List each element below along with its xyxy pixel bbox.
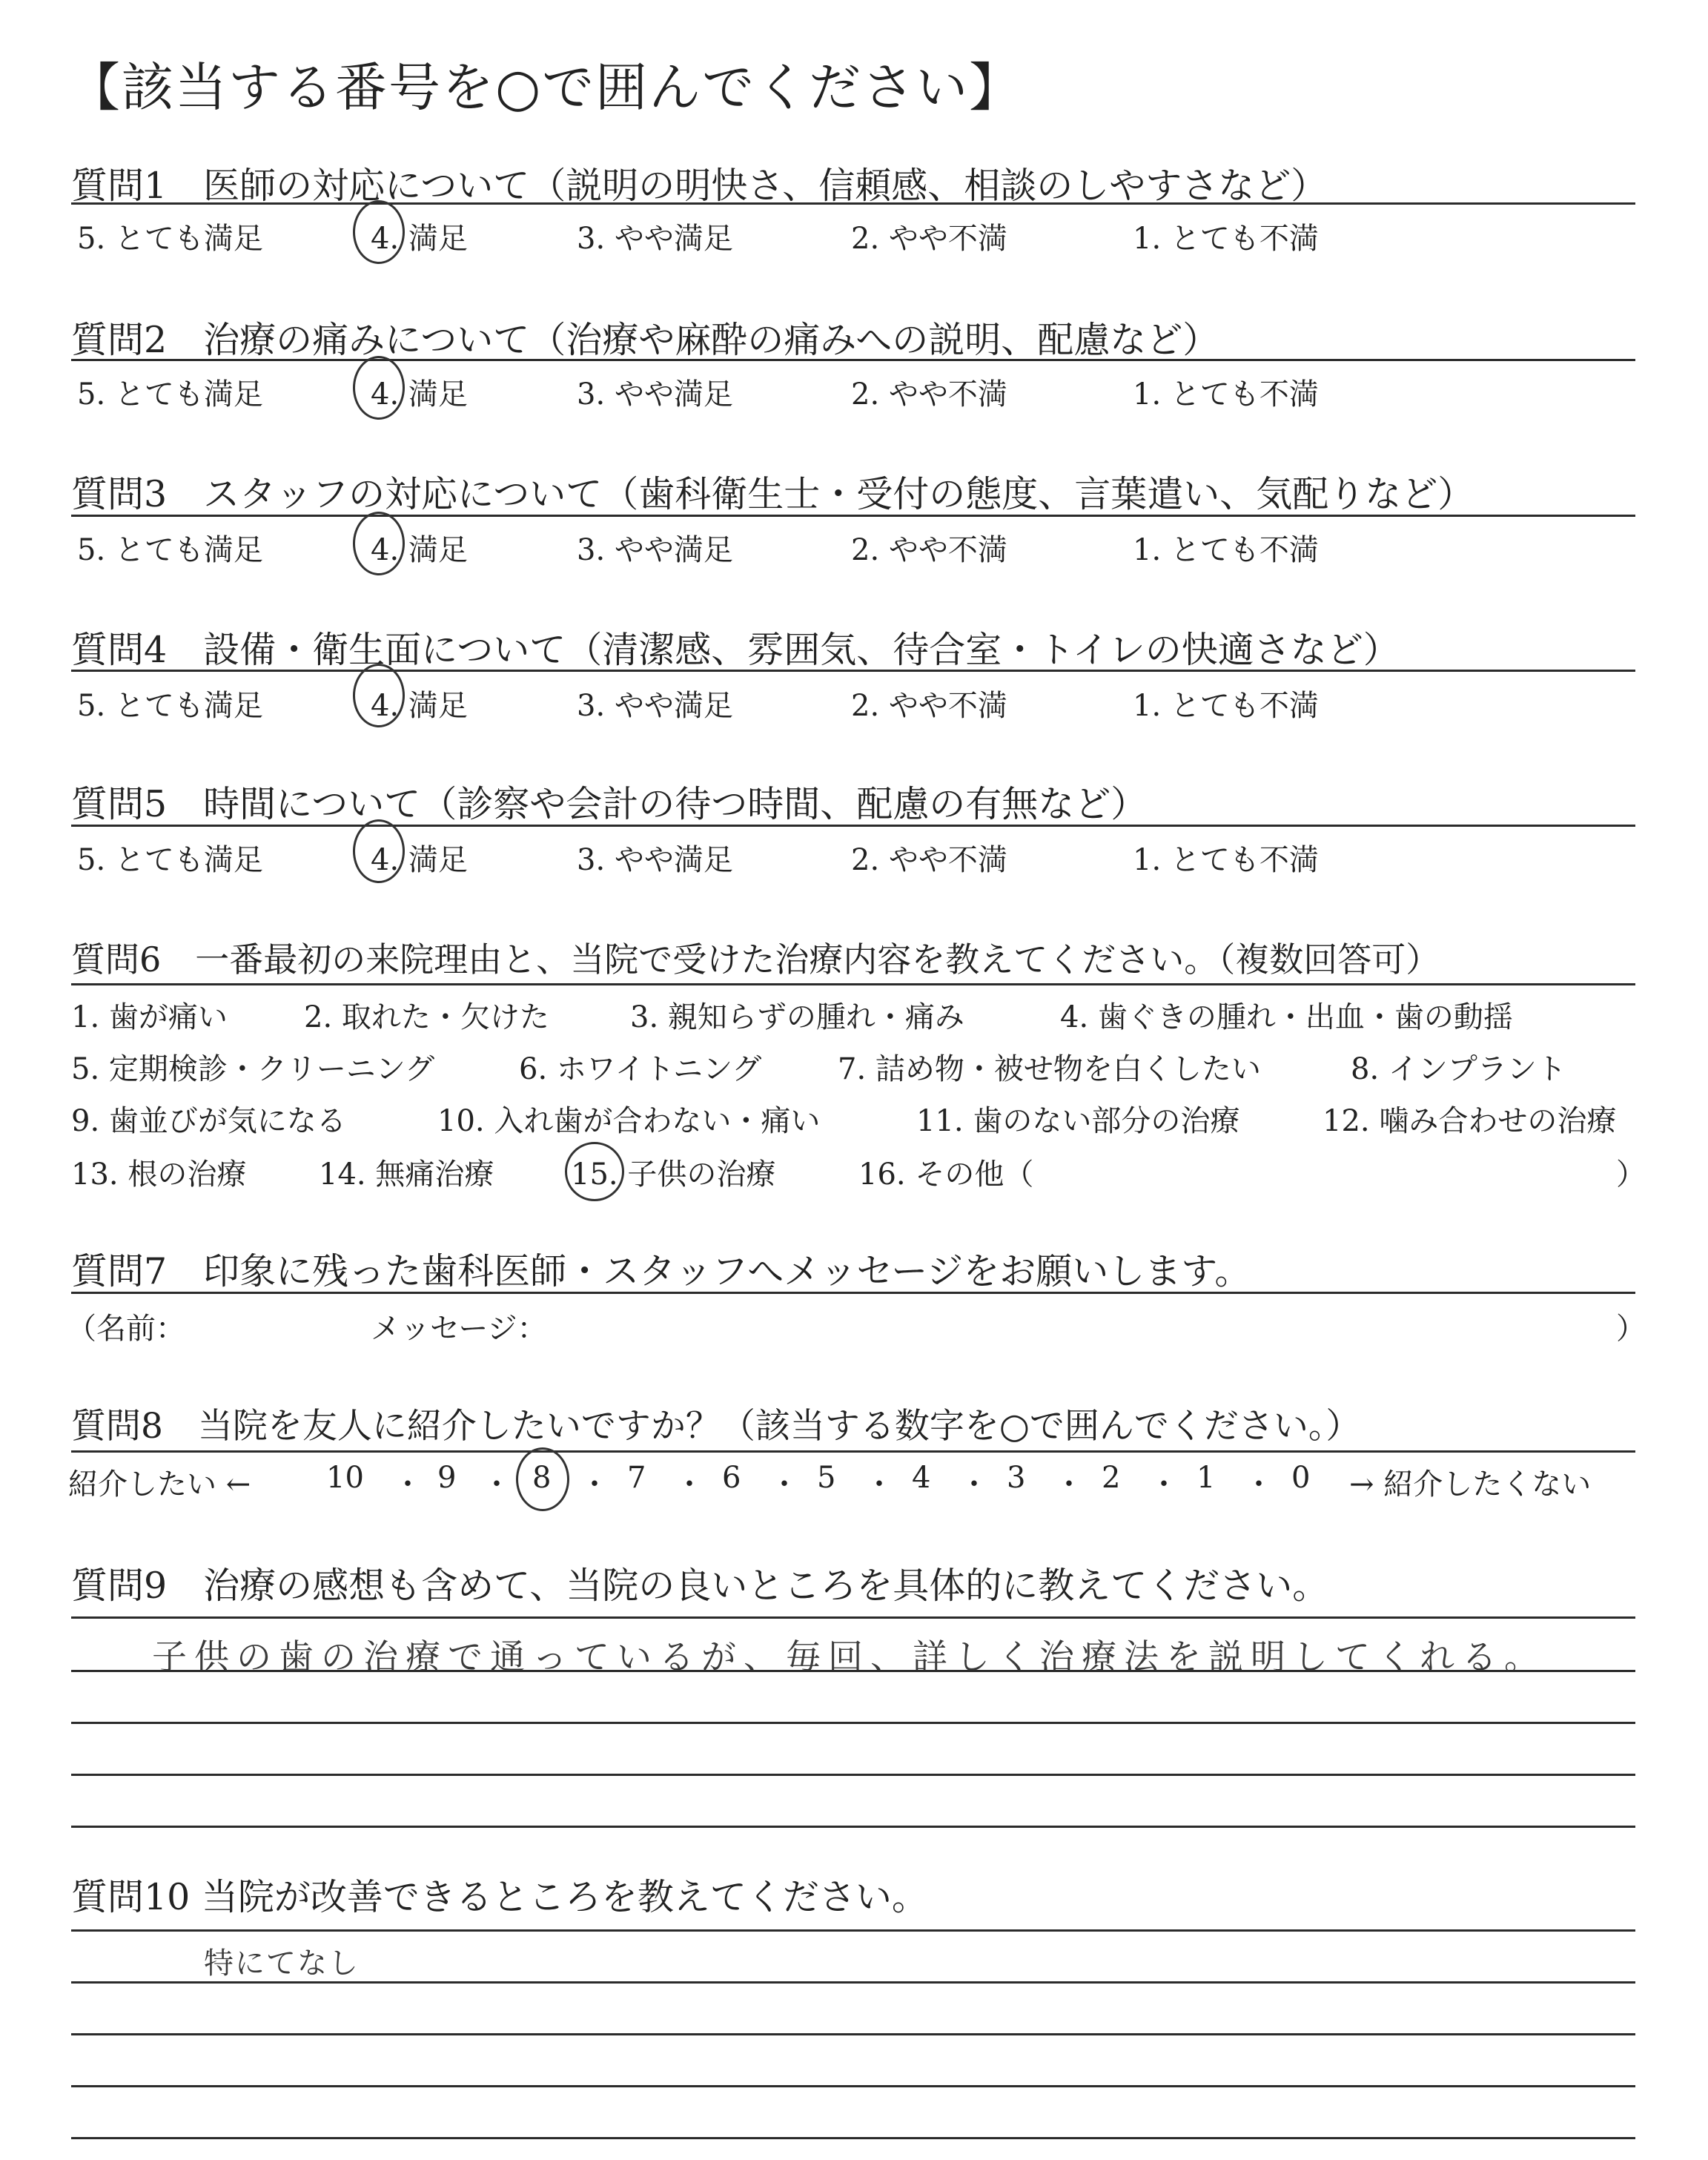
q6-option-5[interactable]: 5. 定期検診・クリーニング [71,1052,435,1086]
q4-option-1[interactable]: 1. とても不満 [1133,689,1319,723]
q6-option-14[interactable]: 14. 無痛治療 [319,1157,494,1192]
question-5-title: 質問5 時間について（診察や会計の待つ時間、配慮の有無など） [71,783,1148,825]
q6-option-4[interactable]: 4. 歯ぐきの腫れ・出血・歯の動揺 [1060,1000,1513,1034]
q9-rule-3 [71,1722,1635,1724]
q5-option-1[interactable]: 1. とても不満 [1133,843,1319,877]
question-8-rule [71,1450,1635,1453]
q8-separator: ・ [769,1467,799,1502]
q8-separator: ・ [482,1467,512,1502]
q4-option-2[interactable]: 2. やや不満 [851,689,1007,723]
q8-separator: ・ [393,1467,423,1502]
q8-separator: ・ [1149,1467,1179,1502]
q2-option-3[interactable]: 3. やや満足 [577,377,733,412]
q6-option-15[interactable]: 15. 子供の治療 [571,1157,776,1192]
q1-option-2[interactable]: 2. やや不満 [851,222,1007,256]
q2-circle-mark [353,356,405,420]
q6-option-9[interactable]: 9. 歯並びが気になる [71,1104,346,1138]
q9-rule-1 [71,1616,1635,1619]
question-2-title: 質問2 治療の痛みについて（治療や麻酔の痛みへの説明、配慮など） [71,319,1219,361]
q7-name-label: （名前： [67,1312,185,1346]
q8-score-1[interactable]: 1 [1196,1461,1216,1495]
q2-option-1[interactable]: 1. とても不満 [1133,377,1319,412]
question-1-title: 質問1 医師の対応について（説明の明快さ、信頼感、相談のしやすさなど） [71,165,1328,207]
q4-option-3[interactable]: 3. やや満足 [577,689,733,723]
q6-option-6[interactable]: 6. ホワイトニング [519,1052,762,1086]
q3-option-1[interactable]: 1. とても不満 [1133,533,1319,567]
q6-option-13[interactable]: 13. 根の治療 [71,1157,247,1192]
q3-option-3[interactable]: 3. やや満足 [577,533,733,567]
question-8-title: 質問8 当院を友人に紹介したいですか？（該当する数字を○で囲んでください。） [71,1406,1361,1447]
q4-circle-mark [353,664,405,727]
q6-option-16[interactable]: 16. その他（ [858,1157,1034,1192]
question-2-rule [71,359,1635,361]
q6-option-8[interactable]: 8. インプラント [1351,1052,1566,1086]
q8-score-9[interactable]: 9 [437,1461,457,1495]
question-3-title: 質問3 スタッフの対応について（歯科衛生士・受付の態度、言葉遣い、気配りなど） [71,473,1474,515]
q8-separator: ・ [1054,1467,1084,1502]
q5-option-4[interactable]: 4. 満足 [371,843,468,877]
q8-score-2[interactable]: 2 [1102,1461,1121,1495]
q2-option-5[interactable]: 5. とても満足 [77,377,263,412]
question-5-rule [71,825,1635,827]
q8-score-5[interactable]: 5 [817,1461,836,1495]
q8-circle-mark [516,1447,569,1511]
question-6-rule [71,983,1635,985]
q3-option-4[interactable]: 4. 満足 [371,533,468,567]
q10-rule-4 [71,2085,1635,2087]
q3-option-5[interactable]: 5. とても満足 [77,533,263,567]
q1-option-5[interactable]: 5. とても満足 [77,222,263,256]
q6-option-2[interactable]: 2. 取れた・欠けた [304,1000,549,1034]
q4-option-5[interactable]: 5. とても満足 [77,689,263,723]
q8-score-6[interactable]: 6 [722,1461,741,1495]
q5-option-3[interactable]: 3. やや満足 [577,843,733,877]
q6-circle-mark [565,1142,624,1201]
q7-close-paren: ） [1616,1312,1646,1346]
q9-handwritten-answer: 子供の歯の治療で通っているが、毎回、詳しく治療法を説明してくれる。 [152,1637,1546,1678]
question-6-title: 質問6 一番最初の来院理由と、当院で受けた治療内容を教えてください。（複数回答可） [71,939,1440,980]
question-10-title: 質問10 当院が改善できるところを教えてください。 [71,1876,928,1918]
q3-option-2[interactable]: 2. やや不満 [851,533,1007,567]
q1-option-1[interactable]: 1. とても不満 [1133,222,1319,256]
q8-left-label: 紹介したい ← [68,1467,251,1502]
q8-score-7[interactable]: 7 [627,1461,646,1495]
q3-circle-mark [353,512,405,575]
q8-score-4[interactable]: 4 [912,1461,931,1495]
question-4-rule [71,670,1635,672]
q6-option-10[interactable]: 10. 入れ歯が合わない・痛い [437,1104,821,1138]
q8-separator: ・ [864,1467,894,1502]
q1-option-4[interactable]: 4. 満足 [371,222,468,256]
q6-option-16-close: ） [1616,1157,1646,1192]
q6-option-1[interactable]: 1. 歯が痛い [71,1000,228,1034]
q8-separator: ・ [959,1467,989,1502]
q5-option-2[interactable]: 2. やや不満 [851,843,1007,877]
q9-rule-5 [71,1826,1635,1828]
q9-rule-2 [71,1670,1635,1672]
q2-option-2[interactable]: 2. やや不満 [851,377,1007,412]
q10-rule-5 [71,2137,1635,2139]
q10-rule-3 [71,2033,1635,2035]
q6-option-3[interactable]: 3. 親知らずの腫れ・痛み [630,1000,964,1034]
q1-circle-mark [353,200,405,264]
q9-rule-4 [71,1774,1635,1776]
q6-option-12[interactable]: 12. 噛み合わせの治療 [1323,1104,1617,1138]
q8-separator: ・ [1244,1467,1274,1502]
question-3-rule [71,515,1635,517]
q7-message-label: メッセージ： [371,1312,547,1346]
question-1-rule [71,202,1635,205]
q8-score-3[interactable]: 3 [1007,1461,1026,1495]
q2-option-4[interactable]: 4. 満足 [371,377,468,412]
q4-option-4[interactable]: 4. 満足 [371,689,468,723]
q10-rule-1 [71,1929,1635,1932]
page-title: 【該当する番号を○で囲んでください】 [68,57,1023,118]
q1-option-3[interactable]: 3. やや満足 [577,222,733,256]
q8-score-8[interactable]: 8 [532,1461,552,1495]
q6-option-7[interactable]: 7. 詰め物・被せ物を白くしたい [838,1052,1261,1086]
q10-handwritten-answer: 特にてなし [204,1946,360,1981]
q8-separator: ・ [675,1467,704,1502]
question-4-title: 質問4 設備・衛生面について（清潔感、雰囲気、待合室・トイレの快適さなど） [71,629,1400,671]
q8-score-10[interactable]: 10 [326,1461,364,1495]
q8-right-label: → 紹介したくない [1349,1467,1592,1502]
question-9-title: 質問9 治療の感想も含めて、当院の良いところを具体的に教えてください。 [71,1565,1329,1607]
question-7-rule [71,1292,1635,1294]
q10-rule-2 [71,1981,1635,1984]
q8-separator: ・ [580,1467,609,1502]
question-7-title: 質問7 印象に残った歯科医師・スタッフへメッセージをお願いします。 [71,1250,1251,1292]
q5-circle-mark [353,819,405,883]
q5-option-5[interactable]: 5. とても満足 [77,843,263,877]
q8-score-0[interactable]: 0 [1291,1461,1311,1495]
q6-option-11[interactable]: 11. 歯のない部分の治療 [916,1104,1240,1138]
